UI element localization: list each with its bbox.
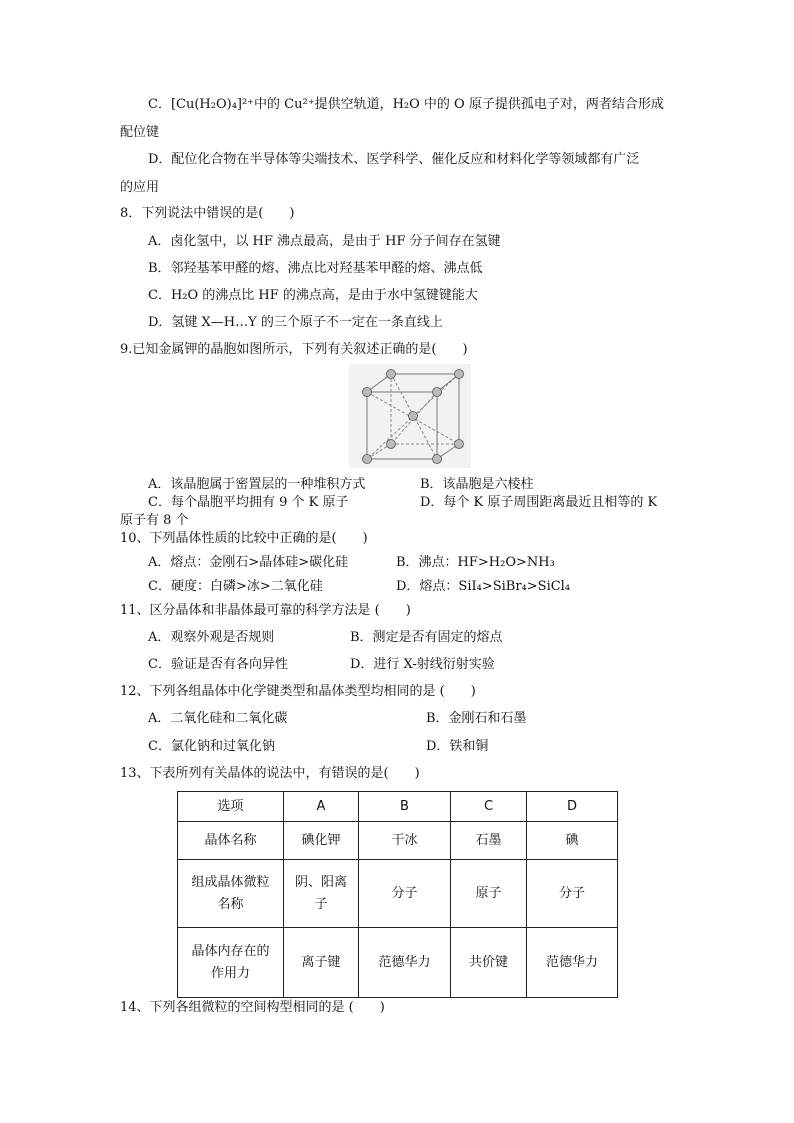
table-row — [178, 860, 618, 928]
table-cell — [178, 928, 284, 998]
table-cell-line: 组成晶体微粒 — [191, 874, 270, 890]
q12-option-c: C．氯化钠和过氧化钠 — [148, 739, 275, 754]
table-cell-line: 作用力 — [210, 965, 250, 981]
q11-stem: 11、区分晶体和非晶体最可靠的科学方法是 ( ) — [120, 603, 411, 618]
q8-option-c: C．H₂O 的沸点比 HF 的沸点高，是由于水中氢键键能大 — [148, 288, 478, 303]
atom-corner — [455, 370, 464, 379]
q10-option-c: C．硬度：白磷>冰>二氧化硅 — [148, 579, 323, 594]
table-row — [178, 928, 618, 998]
atom-center — [409, 412, 418, 421]
table-cell-line: 晶体内存在的 — [191, 943, 270, 959]
q12-stem: 12、下列各组晶体中化学键类型和晶体类型均相同的是 ( ) — [120, 684, 476, 699]
q13-stem: 13、下表所列有关晶体的说法中，有错误的是( ) — [120, 766, 420, 781]
table-cell: 原子 — [451, 860, 527, 928]
atom-corner — [433, 455, 442, 464]
q9-option-d-cont: 原子有 8 个 — [120, 513, 189, 528]
table-header-cell: B — [359, 792, 451, 822]
table-cell: 干冰 — [359, 822, 451, 860]
q7-option-d-cont: 的应用 — [120, 180, 160, 195]
q9-stem: 9.已知金属钾的晶胞如图所示，下列有关叙述正确的是( ) — [120, 342, 468, 357]
q9-option-a: A．该晶胞属于密置层的一种堆积方式 — [148, 477, 366, 492]
q11-option-a: A．观察外观是否规则 — [148, 630, 275, 645]
table-cell: 共价键 — [451, 928, 527, 998]
potassium-unit-cell-diagram — [349, 364, 471, 468]
table-header-cell: C — [451, 792, 527, 822]
table-cell — [178, 860, 284, 928]
q9-option-d: D．每个 K 原子周围距离最近且相等的 K — [420, 495, 658, 510]
q7-option-c-cont: 配位键 — [120, 125, 160, 140]
atom-corner — [387, 370, 396, 379]
q11-option-c: C．验证是否有各向异性 — [148, 657, 288, 672]
table-cell — [284, 860, 359, 928]
crystal-properties-table — [177, 791, 618, 998]
q12-option-d: D．铁和铜 — [426, 739, 489, 754]
q10-option-a: A．熔点：金刚石>晶体硅>碳化硅 — [148, 555, 349, 570]
q9-option-c: C．每个晶胞平均拥有 9 个 K 原子 — [148, 495, 349, 510]
atom-corner — [433, 388, 442, 397]
table-cell: 石墨 — [451, 822, 527, 860]
q10-option-d: D．熔点：SiI₄>SiBr₄>SiCl₄ — [396, 579, 571, 594]
table-cell: 分子 — [527, 860, 618, 928]
atom-corner — [387, 440, 396, 449]
q8-option-a: A．卤化氢中，以 HF 沸点最高，是由于 HF 分子间存在氢键 — [148, 234, 501, 249]
atom-corner — [363, 388, 372, 397]
table-cell-line: 名称 — [217, 896, 244, 912]
table-header-row — [178, 792, 618, 822]
table-cell: 晶体名称 — [178, 822, 284, 860]
q7-option-d: D．配位化合物在半导体等尖端技术、医学科学、催化反应和材料化学等领域都有广泛 — [148, 152, 640, 167]
table-cell: 分子 — [359, 860, 451, 928]
table-cell: 碘 — [527, 822, 618, 860]
q7-option-c: C．[Cu(H₂O)₄]²⁺中的 Cu²⁺提供空轨道，H₂O 中的 O 原子提供孤电子对，两者结合形成 — [148, 97, 664, 112]
table-header-cell: D — [527, 792, 618, 822]
q14-stem: 14、下列各组微粒的空间构型相同的是 ( ) — [120, 1000, 385, 1015]
table-cell-line: 子 — [314, 896, 328, 912]
q12-option-b: B．金刚石和石墨 — [426, 711, 527, 726]
table-cell-line: 阴、阳离 — [294, 874, 347, 890]
q11-option-b: B．测定是否有固定的熔点 — [350, 630, 503, 645]
q9-option-b: B．该晶胞是六棱柱 — [420, 477, 534, 492]
atom-corner — [455, 440, 464, 449]
q8-option-d: D．氢键 X—H…Y 的三个原子不一定在一条直线上 — [148, 315, 443, 330]
q8-stem: 8．下列说法中错误的是( ) — [120, 206, 295, 221]
table-cell: 离子键 — [284, 928, 359, 998]
q10-option-b: B．沸点：HF>H₂O>NH₃ — [396, 555, 555, 570]
atom-corner — [363, 455, 372, 464]
table-cell: 碘化钾 — [284, 822, 359, 860]
table-header-cell: 选项 — [178, 792, 284, 822]
table-cell: 范德华力 — [359, 928, 451, 998]
q11-option-d: D．进行 X-射线衍射实验 — [350, 657, 495, 672]
table-cell: 范德华力 — [527, 928, 618, 998]
q12-option-a: A．二氧化硅和二氧化碳 — [148, 711, 288, 726]
table-header-cell: A — [284, 792, 359, 822]
q8-option-b: B．邻羟基苯甲醛的熔、沸点比对羟基苯甲醛的熔、沸点低 — [148, 261, 483, 276]
table-row — [178, 822, 618, 860]
q10-stem: 10、下列晶体性质的比较中正确的是( ) — [120, 531, 368, 546]
